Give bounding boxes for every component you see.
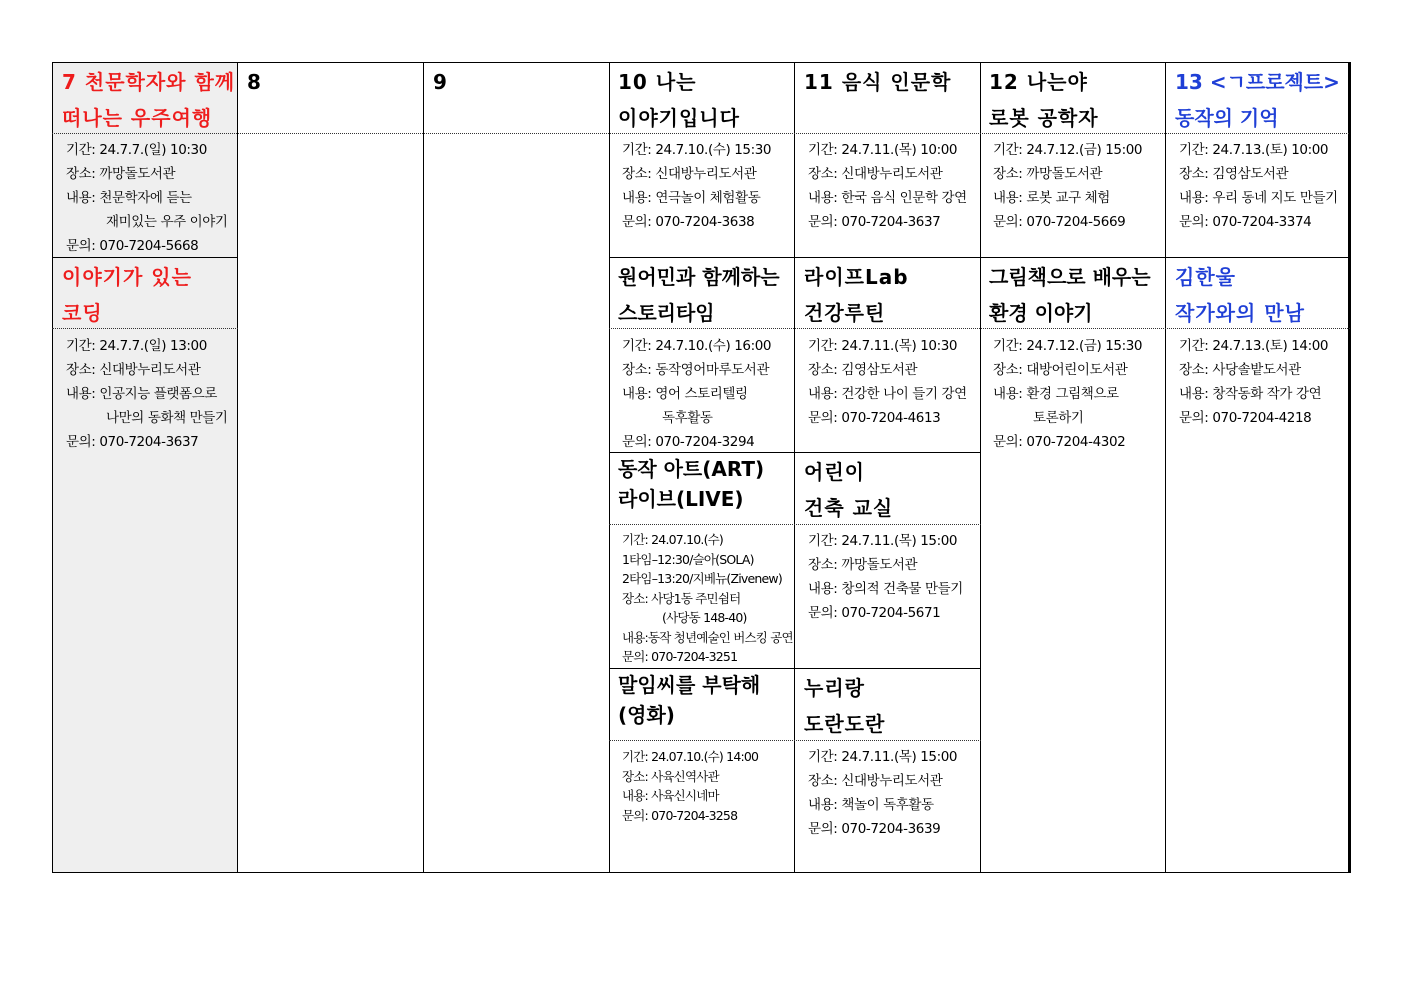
event-details-7b: 기간: 24.7.7.(일) 13:00 장소: 신대방누리도서관 내용: 인공지능 플랫폼으로 나만의 동화책 만들기 문의: 070-7204-3637: [66, 338, 228, 450]
day-number-11: 11: [804, 70, 834, 94]
event-details-10a: 기간: 24.7.10.(수) 15:30 장소: 신대방누리도서관 내용: 연극놀이 체험활동 문의: 070-7204-3638: [622, 142, 772, 230]
day-number-13: 13: [1175, 70, 1203, 94]
event-details-11b: 기간: 24.7.11.(목) 10:30 장소: 김영삼도서관 내용: 건강한 나이 들기 강연 문의: 070-7204-4613: [808, 338, 967, 426]
row-divider: [609, 257, 1350, 258]
day-number-10: 10: [618, 70, 648, 94]
event-title-10c: 동작 아트(ART) 라이브(LIVE): [618, 457, 765, 511]
event-title-11c: 어린이 건축 교실: [804, 460, 894, 520]
event-details-12a: 기간: 24.7.12.(금) 15:00 장소: 까망돌도서관 내용: 로봇 교구 체험 문의: 070-7204-5669: [993, 142, 1143, 230]
event-details-11c: 기간: 24.7.11.(목) 15:00 장소: 까망돌도서관 내용: 창의적 건축물 만들기 문의: 070-7204-5671: [808, 533, 963, 621]
event-details-11d: 기간: 24.7.11.(목) 15:00 장소: 신대방누리도서관 내용: 책놀이 독후활동 문의: 070-7204-3639: [808, 749, 958, 837]
day-number-8: 8: [247, 70, 262, 94]
event-details-13a: 기간: 24.7.13.(토) 10:00 장소: 김영삼도서관 내용: 우리 동네 지도 만들기 문의: 070-7204-3374: [1179, 142, 1338, 230]
event-details-11a: 기간: 24.7.11.(목) 10:00 장소: 신대방누리도서관 내용: 한국 음식 인문학 강연 문의: 070-7204-3637: [808, 142, 967, 230]
event-title-11a: 11 음식 인문학: [804, 70, 952, 94]
column-divider: [423, 62, 424, 873]
event-title-10a: 10 나는 이야기입니다: [618, 70, 740, 130]
event-title-7a: 7 천문학자와 함께 떠나는 우주여행: [62, 70, 236, 130]
event-details-7a: 기간: 24.7.7.(일) 10:30 장소: 까망돌도서관 내용: 천문학자에 듣는 재미있는 우주 이야기 문의: 070-7204-5668: [66, 142, 228, 254]
event-title-13a: 13 <ㄱ프로젝트> 동작의 기억: [1175, 70, 1340, 130]
day-number-7: 7: [62, 70, 77, 94]
column-divider: [794, 62, 795, 873]
day-number-12: 12: [989, 70, 1019, 94]
table-border-top: [52, 62, 1350, 63]
row-divider: [609, 668, 981, 669]
event-title-10d: 말임씨를 부탁해 (영화): [618, 673, 761, 727]
column-divider: [609, 62, 610, 873]
event-title-11b: 라이프Lab 건강루틴: [804, 265, 909, 325]
event-details-12b: 기간: 24.7.12.(금) 15:30 장소: 대방어린이도서관 내용: 환경 그림책으로 토론하기 문의: 070-7204-4302: [993, 338, 1143, 450]
event-calendar: [52, 62, 1350, 873]
event-details-10c: 기간: 24.07.10.(수) 1타임–12:30/슬아(SOLA) 2타임–13:20/지베뉴(Zivenew) 장소: 사당1동 주민쉼터 (사당동 148-40) 내용:동작 청년예술인 버스킹 공연 문의: 070-7204-3251: [622, 532, 793, 664]
table-border-right: [1348, 62, 1351, 873]
event-details-13b: 기간: 24.7.13.(토) 14:00 장소: 사당솔밭도서관 내용: 창작동화 작가 강연 문의: 070-7204-4218: [1179, 338, 1329, 426]
column-divider: [980, 62, 981, 873]
column-divider: [237, 62, 238, 873]
table-border-left: [52, 62, 53, 873]
event-title-12b: 그림책으로 배우는 환경 이야기: [989, 265, 1151, 325]
event-title-13b: 김한울 작가와의 만남: [1175, 265, 1305, 325]
table-border-bottom: [52, 872, 1350, 873]
event-title-12a: 12 나는야 로봇 공학자: [989, 70, 1099, 130]
column-divider: [1165, 62, 1166, 873]
event-details-10b: 기간: 24.7.10.(수) 16:00 장소: 동작영어마루도서관 내용: 영어 스토리텔링 독후활동 문의: 070-7204-3294: [622, 338, 772, 450]
event-title-11d: 누리랑 도란도란: [804, 676, 886, 736]
event-title-7b: 이야기가 있는 코딩: [62, 265, 192, 325]
event-details-10d: 기간: 24.07.10.(수) 14:00 장소: 사육신역사관 내용: 사육신시네마 문의: 070-7204-3258: [622, 749, 759, 823]
day-number-9: 9: [433, 70, 448, 94]
event-title-10b: 원어민과 함께하는 스토리타임: [618, 265, 780, 325]
